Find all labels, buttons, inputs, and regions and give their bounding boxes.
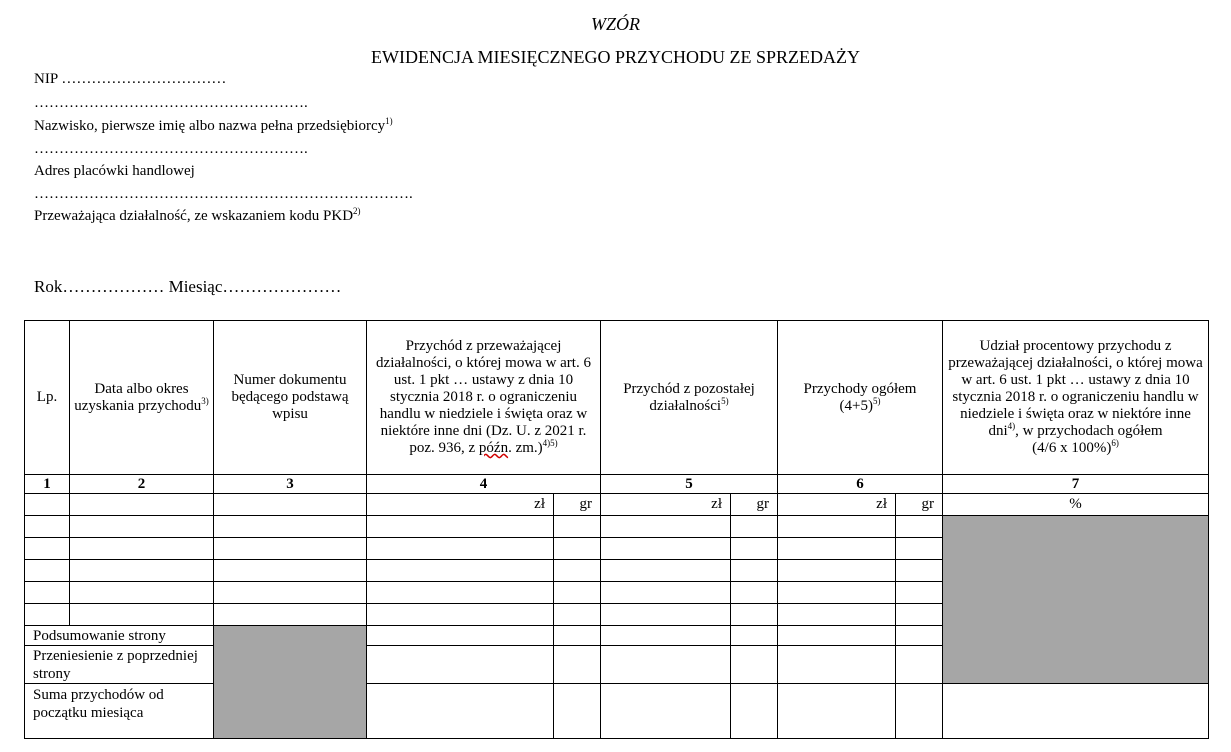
col-lp-header: Lp. [25,321,70,475]
cell[interactable] [778,582,896,604]
col-number: 6 [778,475,943,494]
cell[interactable] [554,604,601,626]
cell[interactable] [778,538,896,560]
address-label: Adres placówki handlowej [34,163,195,179]
cell[interactable] [554,646,601,684]
shaded-cell [943,516,1209,684]
cell[interactable] [731,582,778,604]
summary-page-label: Podsumowanie strony [25,626,214,646]
col-number: 4 [367,475,601,494]
cell[interactable] [896,538,943,560]
cell[interactable] [731,646,778,684]
col-number: 5 [601,475,778,494]
cell[interactable] [70,582,214,604]
col-date-header: Data albo okres uzyskania przychodu$^{3)}$ [70,321,214,475]
cell[interactable] [367,538,554,560]
carry-over-label: Przeniesienie z poprzedniej strony [25,646,214,684]
cell[interactable] [367,684,554,739]
nip-line: NIP …………………………… [34,71,227,87]
cell[interactable] [214,538,367,560]
cell[interactable] [731,604,778,626]
cell[interactable] [601,560,731,582]
unit-zl: zł [778,494,896,516]
cell[interactable] [896,516,943,538]
cell[interactable] [601,646,731,684]
cell[interactable] [70,560,214,582]
cell[interactable] [70,516,214,538]
month-total-label: Suma przychodów od początku miesiąca [25,684,214,739]
cell[interactable] [554,582,601,604]
name-dots: ………………………………………………. [34,95,308,111]
name-label: Nazwisko, pierwsze imię albo nazwa pełna przedsiębiorcy$^{1)}$ [34,116,393,134]
cell[interactable] [214,604,367,626]
cell[interactable] [214,516,367,538]
col-number: 2 [70,475,214,494]
unit-gr: gr [896,494,943,516]
cell[interactable] [601,626,731,646]
cell[interactable] [367,646,554,684]
col-share-header: Udział procentowy przychodu z przeważającej działalności, o której mowa w art. 6 ust. 1 pkt … ustawy z dnia 10 stycznia 2018 r. o ograniczeniu handlu w niedziele i święta oraz w niektóre inne dni$^{4)}$, w przychodach ogółem (4/6 x 100%)$^{6)}$ [943,321,1209,475]
unit-gr: gr [731,494,778,516]
col-other-revenue-header: Przychód z pozostałej działalności$^{5)}$ [601,321,778,475]
form-label: WZÓR [591,14,640,34]
cell[interactable] [70,604,214,626]
cell[interactable] [601,538,731,560]
cell[interactable] [778,626,896,646]
cell [25,494,70,516]
unit-zl: zł [367,494,554,516]
cell[interactable] [554,626,601,646]
cell[interactable] [896,626,943,646]
cell[interactable] [25,604,70,626]
cell[interactable] [25,560,70,582]
cell[interactable] [731,538,778,560]
col-number: 3 [214,475,367,494]
col-number: 1 [25,475,70,494]
cell[interactable] [896,582,943,604]
year-month-line: Rok……………… Miesiąc………………… [34,277,342,296]
cell[interactable] [601,516,731,538]
unit-percent: % [943,494,1209,516]
cell[interactable] [731,560,778,582]
cell[interactable] [367,626,554,646]
cell[interactable] [554,684,601,739]
cell[interactable] [778,684,896,739]
column-number-row [25,475,1209,494]
cell [214,494,367,516]
cell[interactable] [367,560,554,582]
cell[interactable] [554,560,601,582]
col-document-header: Numer dokumentu będącego podstawą wpisu [214,321,367,475]
cell[interactable] [25,538,70,560]
cell[interactable] [214,582,367,604]
cell[interactable] [778,560,896,582]
cell[interactable] [367,604,554,626]
cell[interactable] [601,604,731,626]
cell[interactable] [25,582,70,604]
cell[interactable] [554,538,601,560]
unit-gr: gr [554,494,601,516]
cell[interactable] [778,604,896,626]
col-number: 7 [943,475,1209,494]
col-main-revenue-header: Przychód z przeważającej działalności, o której mowa w art. 6 ust. 1 pkt … ustawy z dnia 10 stycznia 2018 r. o ograniczeniu handlu w niedziele i święta oraz w niektóre inne dni (Dz. U. z 2021 r. poz. 936, z późn. zm.)$^{4)5)}$ [367,321,601,475]
revenue-table [24,320,1209,739]
table-row [25,516,1209,538]
header-row [25,321,1209,475]
shaded-cell [214,626,367,739]
cell[interactable] [778,516,896,538]
unit-row [25,494,1209,516]
cell[interactable] [367,516,554,538]
cell[interactable] [896,604,943,626]
cell[interactable] [70,538,214,560]
cell [70,494,214,516]
cell[interactable] [731,626,778,646]
activity-label: Przeważająca działalność, ze wskazaniem kodu PKD$^{2)}$ [34,206,361,224]
col-total-revenue-header: Przychody ogółem $(4+5)^{5)}$ [778,321,943,475]
cell[interactable] [731,684,778,739]
address-dots: ………………………………………………. [34,141,308,157]
cell[interactable] [896,646,943,684]
cell[interactable] [896,560,943,582]
cell[interactable] [25,516,70,538]
cell[interactable] [778,646,896,684]
cell[interactable] [367,582,554,604]
form-title: EWIDENCJA MIESIĘCZNEGO PRZYCHODU ZE SPRZEDAŻY [371,47,860,67]
cell[interactable] [601,582,731,604]
cell[interactable] [896,684,943,739]
cell[interactable] [554,516,601,538]
activity-dots: …………………………………………………………………. [34,186,413,202]
cell[interactable] [214,560,367,582]
cell[interactable] [601,684,731,739]
unit-zl: zł [601,494,731,516]
cell[interactable] [731,516,778,538]
month-total-row [25,684,1209,739]
cell[interactable] [943,684,1209,739]
